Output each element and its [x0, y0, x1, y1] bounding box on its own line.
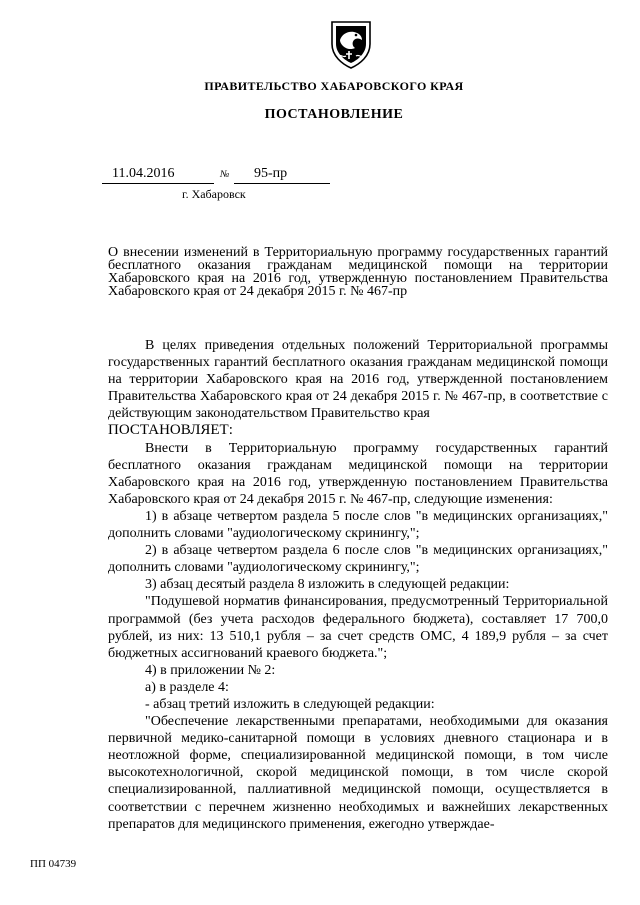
body-paragraph: "Обеспечение лекарственными препаратами, необходимыми для оказания первичной медико-санитарной помощи в условиях дневного стационара и в неотложной форме, специализированной медицинской помощи, в том числе высокотехнологичной, скорой медицинской помощи, в том числе скорой специализированной, паллиативной медицинской помощи, осуществляется в соответствии с перечнем жизненно необходимых и важнейших лекарственных препаратов для медицинского применения, ежегодно утверждае- — [108, 714, 608, 832]
body-paragraph: 4) в приложении № 2: — [145, 662, 276, 678]
coat-of-arms-icon — [328, 18, 374, 70]
body-paragraph: 3) абзац десятый раздела 8 изложить в следующей редакции: — [145, 577, 510, 593]
body-paragraph: 2) в абзаце четвертом раздела 6 после слов "в медицинских организациях," дополнить словами "аудиологическому скринингу,"; — [108, 543, 608, 576]
resolution-word: ПОСТАНОВЛЯЕТ: — [108, 422, 233, 439]
city: г. Хабаровск — [182, 187, 246, 201]
body-paragraph: В целях приведения отдельных положений Территориальной программы государственных гарантий бесплатного оказания гражданам медицинской помощи на территории Хабаровского края на 2016 год, утвержденной постановлением Правительства Хабаровского края от 24 декабря 2015 г. № 467-пр, в соответствие с действующим законодательством Правительство края — [108, 338, 608, 422]
date-underline — [102, 183, 214, 184]
body-paragraph: - абзац третий изложить в следующей редакции: — [145, 696, 435, 712]
body-paragraph: 1) в абзаце четвертом раздела 5 после слов "в медицинских организациях," дополнить словами "аудиологическому скринингу,"; — [108, 508, 608, 542]
body-paragraph: Внести в Территориальную программу государственных гарантий бесплатного оказания гражданам медицинской помощи на территории Хабаровского края на 2016 год, утвержденную постановлением Правительства Хабаровского края от 24 декабря 2015 г. № 467-пр, следующие изменения: — [108, 440, 608, 507]
document-date: 11.04.2016 — [112, 166, 175, 181]
footer-code: ПП 04739 — [30, 858, 77, 870]
number-underline — [234, 183, 330, 184]
body-paragraph: "Подушевой норматив финансирования, предусмотренный Территориальной программой (без учета расходов федерального бюджета), составляет 17 700,0 рублей, из них: 13 510,1 рубля – за счет средств ОМС, 4 189,9 рубля – за счет бюджетных ассигнований краевого бюджета."; — [108, 594, 608, 661]
document-number: 95-пр — [254, 166, 288, 181]
document-body — [108, 337, 608, 833]
body-paragraph: а) в разделе 4: — [145, 679, 229, 695]
document-subject: О внесении изменений в Территориальную программу государственных гарантий бесплатного оказания гражданам медицинской помощи на территории Хабаровского края на 2016 год, утвержденную постановлением Правительства Хабаровского края от 24 декабря 2015 г. № 467-пр — [108, 245, 608, 299]
government-title: ПРАВИТЕЛЬСТВО ХАБАРОВСКОГО КРАЯ — [204, 79, 464, 93]
document-kind: ПОСТАНОВЛЕНИЕ — [264, 107, 404, 122]
number-sign: № — [220, 169, 230, 180]
date-number-row — [102, 166, 342, 186]
